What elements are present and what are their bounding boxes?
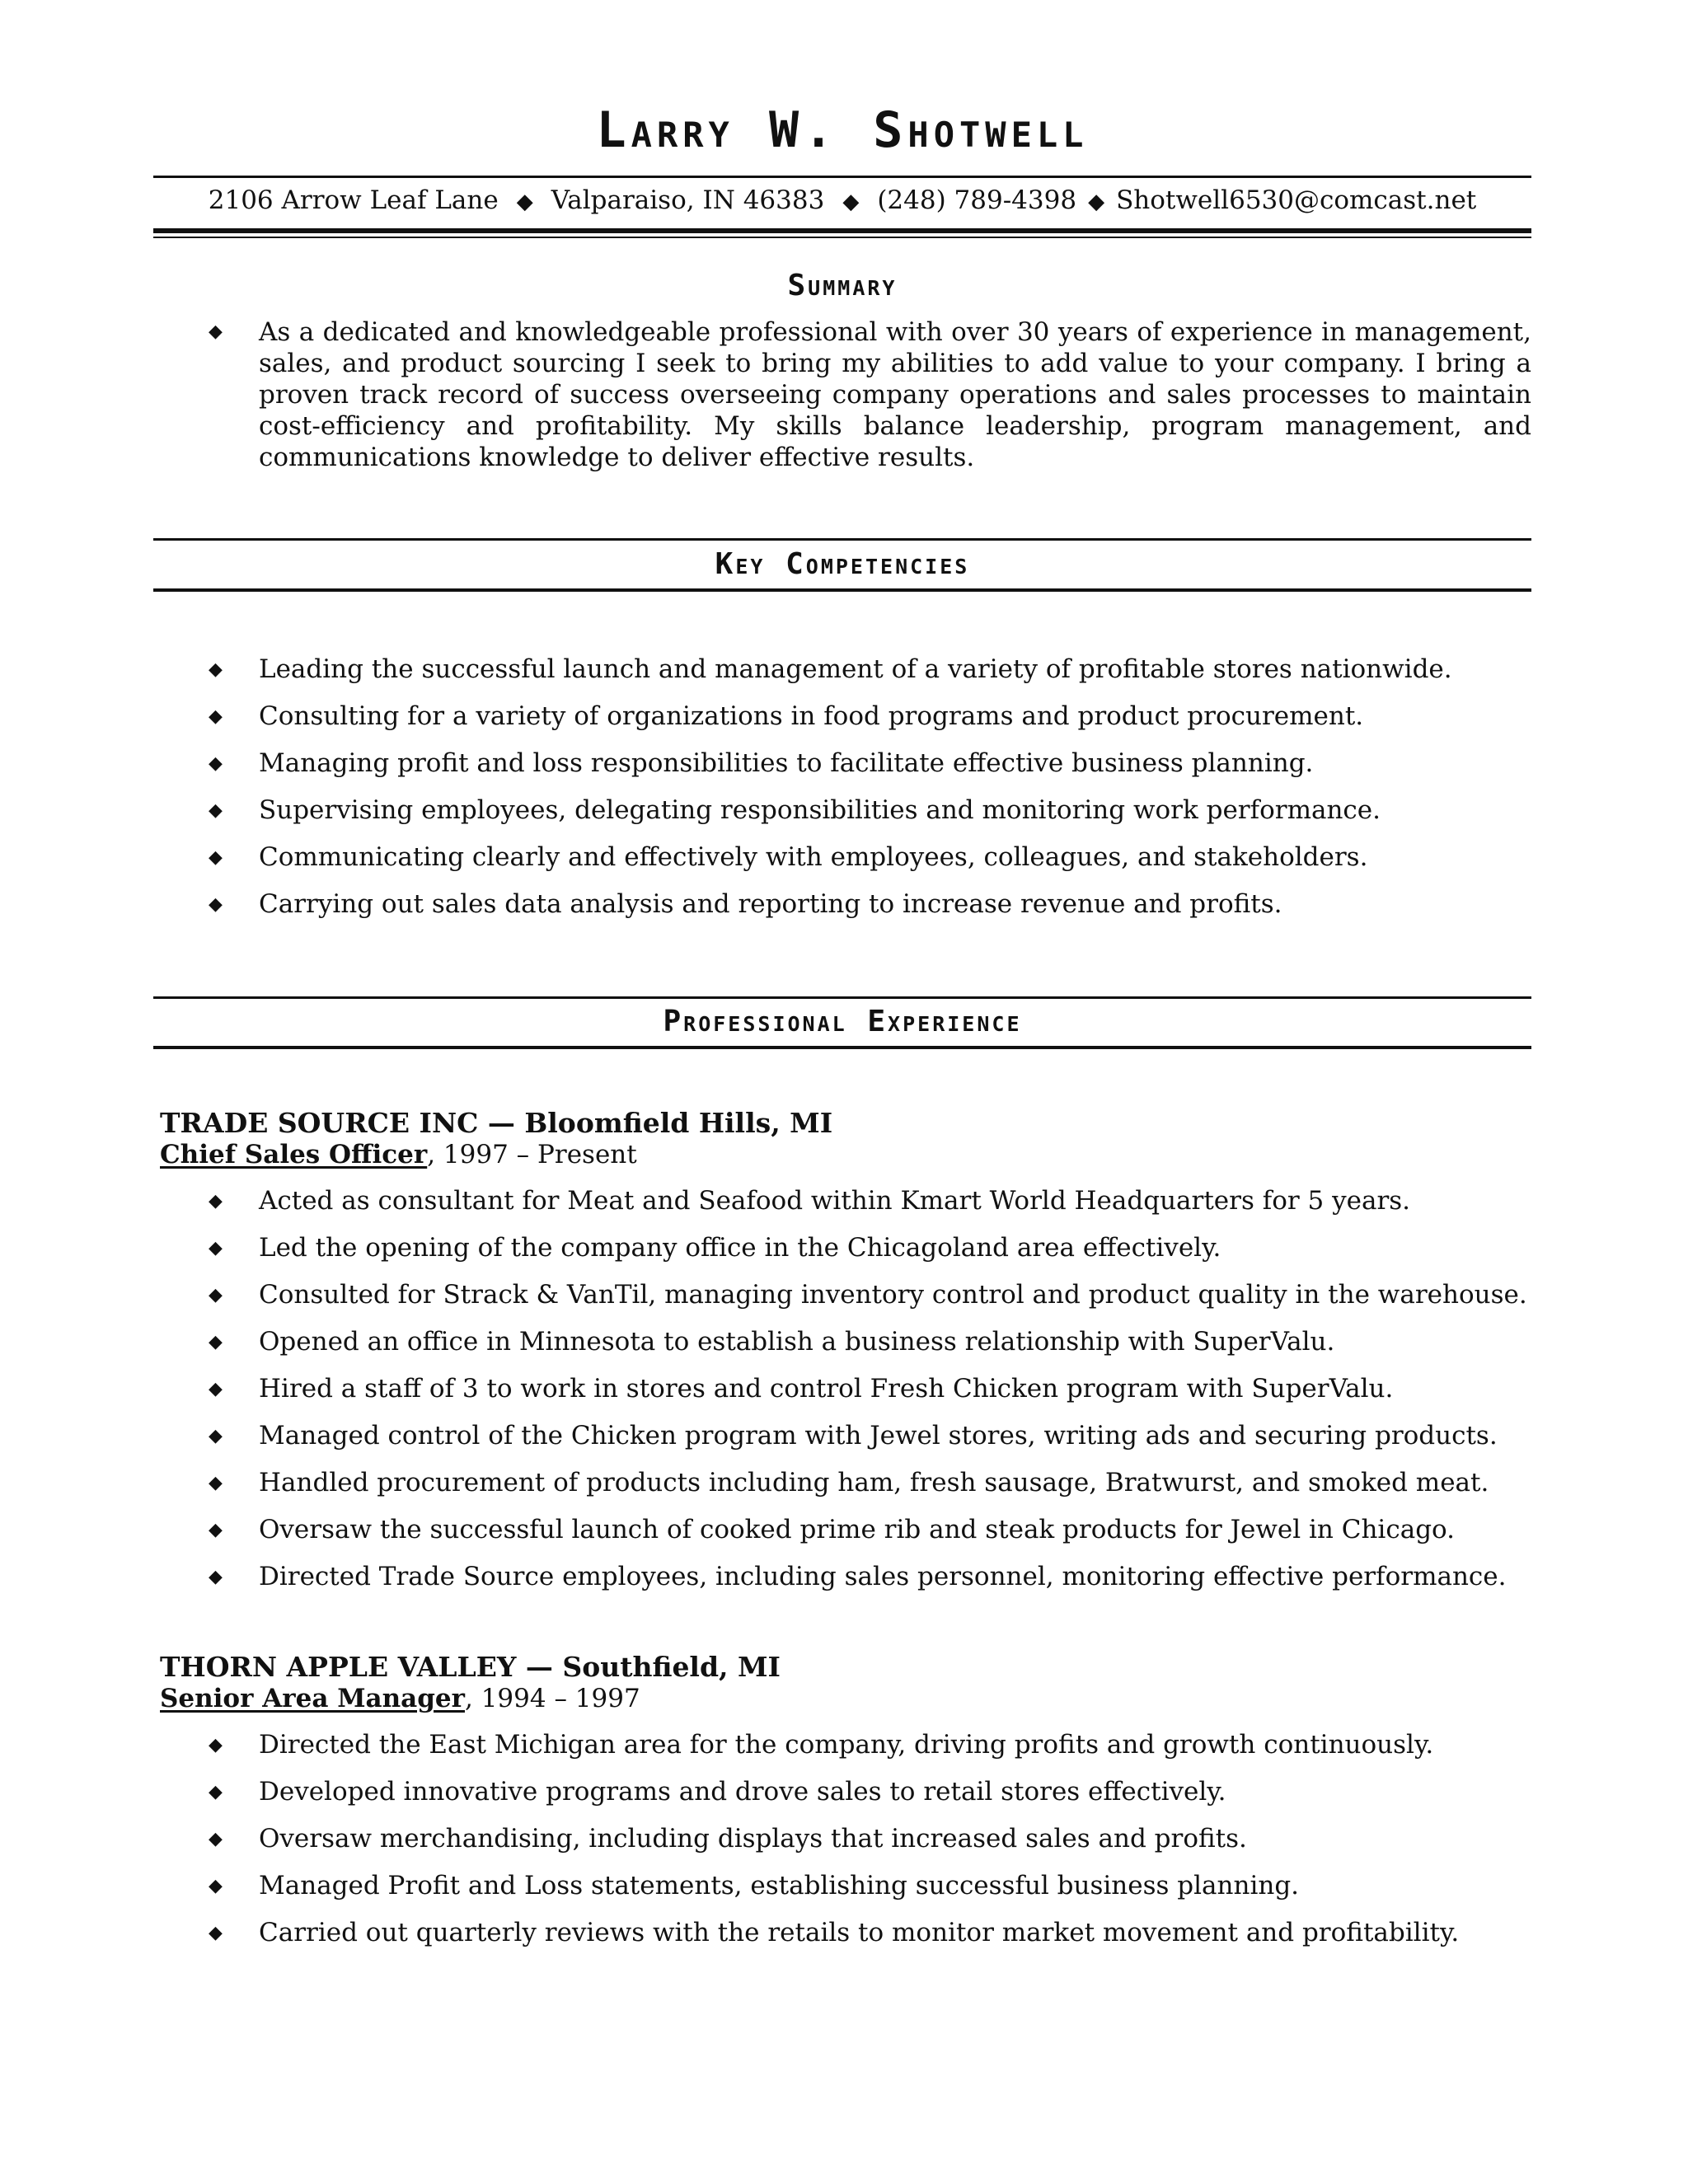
header-bottom-rule-thin (153, 237, 1531, 238)
list-item: ◆ Carrying out sales data analysis and reporting to increase revenue and profits. (153, 881, 1531, 928)
experience-bottom-rule (153, 1046, 1531, 1049)
list-item: ◆ Leading the successful launch and management of a variety of profitable stores nationwide. (153, 646, 1531, 693)
diamond-icon: ◆ (209, 1426, 223, 1446)
diamond-icon: ◆ (209, 1782, 223, 1802)
job-title: Senior Area Manager (160, 1684, 465, 1713)
job-duties-list (153, 1178, 1531, 1601)
list-item: ◆ Carried out quarterly reviews with the retails to monitor market movement and profitability. (153, 1910, 1531, 1957)
job-duties-list (153, 1722, 1531, 1957)
diamond-icon: ◆ (209, 1332, 223, 1352)
diamond-icon: ◆ (209, 1379, 223, 1399)
job-company: TRADE SOURCE INC — Bloomfield Hills, MI (160, 1107, 833, 1139)
diamond-icon: ◆ (209, 1238, 223, 1258)
diamond-icon: ◆ (209, 1473, 223, 1493)
diamond-icon: ◆ (516, 190, 533, 214)
list-item: ◆ Managed control of the Chicken program with Jewel stores, writing ads and securing products. (153, 1413, 1531, 1460)
diamond-icon: ◆ (209, 1829, 223, 1849)
contact-email: Shotwell6530@comcast.net (1116, 185, 1477, 215)
list-item: ◆ Led the opening of the company office in the Chicagoland area effectively. (153, 1225, 1531, 1272)
contact-phone: (248) 789-4398 (877, 185, 1077, 215)
diamond-icon: ◆ (209, 1520, 223, 1540)
job-title: Chief Sales Officer (160, 1140, 428, 1169)
competencies-bottom-rule (153, 588, 1531, 592)
job-dates: , 1994 – 1997 (464, 1684, 640, 1713)
diamond-icon: ◆ (209, 800, 223, 821)
diamond-icon: ◆ (209, 1191, 223, 1212)
candidate-name: Larry W. Shotwell (596, 101, 1089, 159)
diamond-icon: ◆ (209, 1285, 223, 1305)
diamond-icon: ◆ (209, 706, 223, 727)
contact-city: Valparaiso, IN 46383 (551, 185, 825, 215)
list-item: ◆ Consulting for a variety of organizations in food programs and product procurement. (153, 693, 1531, 740)
summary-text: As a dedicated and knowledgeable professional with over 30 years of experience in management, sales, and product sourcing I seek to bring my abilities to add value to your company. I bring a proven track record of success overseeing company operations and sales processes to maintain cost-efficiency and profitability. My skills balance leadership, program management, and communications knowledge to deliver effective results. (259, 317, 1531, 472)
list-item: ◆ Consulted for Strack & VanTil, managing inventory control and product quality in the warehouse. (153, 1272, 1531, 1319)
header-top-rule (153, 176, 1531, 178)
list-item: ◆ Communicating clearly and effectively with employees, colleagues, and stakeholders. (153, 834, 1531, 881)
list-item: ◆ Opened an office in Minnesota to establish a business relationship with SuperValu. (153, 1319, 1531, 1366)
list-item: ◆ Hired a staff of 3 to work in stores and control Fresh Chicken program with SuperValu. (153, 1366, 1531, 1413)
list-item: ◆ Oversaw the successful launch of cooked prime rib and steak products for Jewel in Chicago. (153, 1507, 1531, 1554)
list-item: ◆ Directed Trade Source employees, including sales personnel, monitoring effective performance. (153, 1554, 1531, 1601)
diamond-icon: ◆ (209, 321, 223, 342)
diamond-icon: ◆ (209, 1923, 223, 1943)
list-item: ◆ Directed the East Michigan area for the company, driving profits and growth continuously. (153, 1722, 1531, 1769)
diamond-icon: ◆ (209, 1735, 223, 1755)
diamond-icon: ◆ (209, 1567, 223, 1587)
diamond-icon: ◆ (209, 1876, 223, 1896)
job-company: THORN APPLE VALLEY — Southfield, MI (160, 1651, 781, 1683)
job-role-line (160, 1138, 637, 1171)
experience-title: Professional Experience (663, 1005, 1022, 1038)
list-item: ◆ Acted as consultant for Meat and Seafood within Kmart World Headquarters for 5 years. (153, 1178, 1531, 1225)
competencies-list (153, 646, 1531, 928)
diamond-icon: ◆ (209, 753, 223, 774)
summary-title: Summary (787, 269, 898, 302)
job-dates: , 1997 – Present (427, 1140, 637, 1169)
header-bottom-rule-thick (153, 228, 1531, 233)
diamond-icon: ◆ (209, 894, 223, 915)
diamond-icon: ◆ (209, 847, 223, 868)
contact-address: 2106 Arrow Leaf Lane (208, 185, 499, 215)
diamond-icon: ◆ (842, 190, 860, 214)
list-item: ◆ Supervising employees, delegating responsibilities and monitoring work performance. (153, 787, 1531, 834)
experience-top-rule (153, 996, 1531, 999)
competencies-top-rule (153, 538, 1531, 541)
diamond-icon: ◆ (209, 659, 223, 680)
list-item: ◆ Managed Profit and Loss statements, establishing successful business planning. (153, 1863, 1531, 1910)
contact-line (153, 181, 1531, 221)
list-item: ◆ Oversaw merchandising, including displays that increased sales and profits. (153, 1816, 1531, 1863)
competencies-title: Key Competencies (715, 547, 970, 581)
job-role-line (160, 1682, 640, 1715)
list-item: ◆ Managing profit and loss responsibilities to facilitate effective business planning. (153, 740, 1531, 787)
diamond-icon: ◆ (1088, 190, 1105, 214)
list-item: ◆ Handled procurement of products including ham, fresh sausage, Bratwurst, and smoked meat. (153, 1460, 1531, 1507)
list-item: ◆ Developed innovative programs and drove sales to retail stores effectively. (153, 1769, 1531, 1816)
